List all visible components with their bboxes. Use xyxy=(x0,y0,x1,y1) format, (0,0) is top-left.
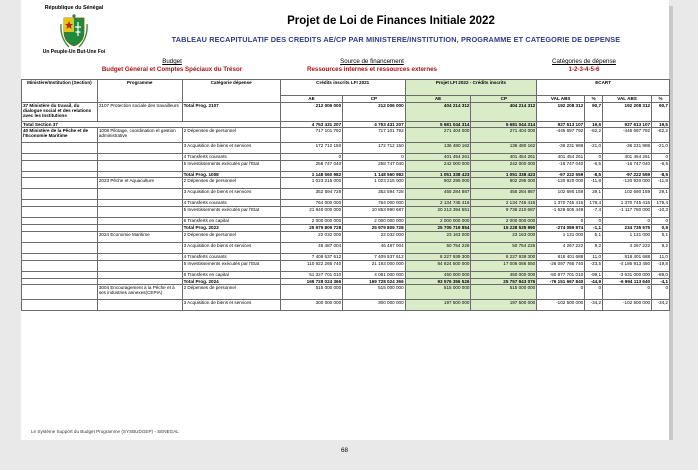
categorie-cell: 2 Dépenses de personnel xyxy=(182,231,280,242)
ae22-cell: 242 000 000 xyxy=(405,161,471,172)
abs1-cell: -76 151 667 840 xyxy=(537,278,585,284)
ae21-cell: 169 728 024 366 xyxy=(280,278,342,284)
programme-cell: 2107 Protection sociale des travailleurs xyxy=(97,103,182,122)
pct2-cell: 0 xyxy=(652,284,670,299)
table-row xyxy=(22,189,670,200)
pct1-cell: 0 xyxy=(585,218,603,225)
abs1-cell: -97 222 559 xyxy=(537,172,585,178)
abs2-cell: -1 117 780 000 xyxy=(603,207,652,218)
ministere-cell xyxy=(22,154,98,161)
ae21-cell: 25 979 809 728 xyxy=(280,225,342,231)
abs2-cell: 4 267 222 xyxy=(603,242,652,253)
categorie-cell: Total Prog. 2023 xyxy=(182,225,280,231)
cp22-cell: 8 227 939 300 xyxy=(471,253,537,260)
col-cp22-header: CP xyxy=(471,96,537,103)
ae22-cell: 2 134 745 416 xyxy=(405,200,471,207)
categorie-cell: 4 Transferts courants xyxy=(182,200,280,207)
ae22-cell: 93 576 356 526 xyxy=(405,278,471,284)
abs1-cell: -102 500 000 xyxy=(537,299,585,310)
table-row xyxy=(22,260,670,271)
cp22-cell: 450 000 000 xyxy=(471,271,537,278)
ae21-cell: 21 840 000 000 xyxy=(280,207,342,218)
abs2-cell: -97 222 559 xyxy=(603,172,652,178)
cp22-cell: 515 000 000 xyxy=(471,284,537,299)
pct1-cell: 5,1 xyxy=(585,231,603,242)
ministere-cell xyxy=(22,161,98,172)
categorie-cell: Total Prog. 2107 xyxy=(182,103,280,122)
col-abs2-header: VAL ABS xyxy=(603,96,652,103)
programme-cell xyxy=(97,207,182,218)
ae21-cell: 1 023 215 000 xyxy=(280,178,342,189)
cp21-cell: 1 023 215 000 xyxy=(343,178,405,189)
cp22-cell: 1 051 338 423 xyxy=(471,172,537,178)
ae21-cell: 352 594 728 xyxy=(280,189,342,200)
table-row xyxy=(22,103,670,122)
ae21-cell: 0 xyxy=(280,154,342,161)
cp22-cell: 9 736 210 687 xyxy=(471,207,537,218)
programme-cell: 2024 Economie Maritime xyxy=(97,231,182,242)
ministere-cell xyxy=(22,242,98,253)
pct1-cell: -7,4 xyxy=(585,207,603,218)
abs2-cell: -36 231 988 xyxy=(603,143,652,154)
abs2-cell: -102 500 000 xyxy=(603,299,652,310)
table-row xyxy=(22,143,670,154)
pct1-cell: -8,5 xyxy=(585,172,603,178)
pct2-cell: -34,2 xyxy=(652,299,670,310)
ae22-cell: 515 000 000 xyxy=(405,284,471,299)
ministere-cell xyxy=(22,253,98,260)
col-ae21-header: AE xyxy=(280,96,342,103)
cp22-cell: 17 006 086 550 xyxy=(471,260,537,271)
cp22-cell: 271 404 000 xyxy=(471,128,537,143)
programme-cell: 2023 Pêche et Aquaculture xyxy=(97,178,182,189)
ministere-cell xyxy=(22,143,98,154)
pct1-cell: 9,2 xyxy=(585,242,603,253)
abs2-cell: -120 920 000 xyxy=(603,178,652,189)
col-pct2-header: % xyxy=(652,96,670,103)
cp22-cell: 136 480 162 xyxy=(471,143,537,154)
cp22-cell: 404 214 312 xyxy=(471,103,537,122)
abs2-cell: 0 xyxy=(603,218,652,225)
cp21-cell: 515 000 000 xyxy=(343,284,405,299)
pct1-cell: -23,5 xyxy=(585,260,603,271)
pct2-cell: 11,0 xyxy=(652,253,670,260)
pct1-cell: -99,1 xyxy=(585,271,603,278)
col-categorie-header: Catégorie dépense xyxy=(182,80,280,103)
ae21-cell: 212 006 000 xyxy=(280,103,342,122)
cp21-cell: 1 148 560 982 xyxy=(343,172,405,178)
categories-label: Catégories de dépense xyxy=(552,58,616,65)
ministere-cell xyxy=(22,218,98,225)
table-row xyxy=(22,271,670,278)
ae21-cell: 1 148 560 982 xyxy=(280,172,342,178)
cp22-cell: 902 295 000 xyxy=(471,178,537,189)
pct2-cell: 90,7 xyxy=(652,103,670,122)
pct1-cell: -6,5 xyxy=(585,161,603,172)
cp22-cell: 50 754 226 xyxy=(471,242,537,253)
ae21-cell: 51 327 701 010 xyxy=(280,271,342,278)
page-number: 68 xyxy=(341,447,349,454)
ae22-cell: 1 051 338 423 xyxy=(405,172,471,178)
abs1-cell: 0 xyxy=(537,218,585,225)
col-cp21-header: CP xyxy=(343,96,405,103)
ministere-cell xyxy=(22,178,98,189)
cp22-cell: 23 163 000 xyxy=(471,231,537,242)
programme-cell xyxy=(97,154,182,161)
ae21-cell: 300 000 000 xyxy=(280,299,342,310)
cp22-cell: 401 454 261 xyxy=(471,154,537,161)
cp21-cell: 4 081 000 000 xyxy=(343,271,405,278)
ministere-cell xyxy=(22,207,98,218)
ae21-cell: 515 000 000 xyxy=(280,284,342,299)
abs2-cell: 401 454 261 xyxy=(603,154,652,161)
cp21-cell: 10 853 990 687 xyxy=(343,207,405,218)
ae22-cell: 25 705 719 854 xyxy=(405,225,471,231)
col-pct1-header: % xyxy=(585,96,603,103)
ae21-cell: 7 409 537 612 xyxy=(280,253,342,260)
pct2-cell: -62,2 xyxy=(652,128,670,143)
cp21-cell: 46 487 004 xyxy=(343,242,405,253)
abs1-cell: -26 097 766 740 xyxy=(537,260,585,271)
programme-cell: 1008 Pilotage, coordination et gestion administrative xyxy=(97,128,182,143)
pct1-cell: -34,2 xyxy=(585,299,603,310)
senegal-coat-of-arms-icon xyxy=(60,14,88,48)
abs2-cell: 234 735 575 xyxy=(603,225,652,231)
source-value: Ressources internes et ressources externes xyxy=(306,66,437,73)
categorie-cell: Total Prog. 1008 xyxy=(182,172,280,178)
cp21-cell: 258 747 040 xyxy=(343,161,405,172)
table-row xyxy=(22,218,670,225)
ae21-cell: 46 487 004 xyxy=(280,242,342,253)
table-row xyxy=(22,178,670,189)
abs1-cell: -120 920 000 xyxy=(537,178,585,189)
source-label: Source de financement xyxy=(340,58,404,65)
categorie-cell: 3 Acquisition de biens et services xyxy=(182,143,280,154)
table-row xyxy=(22,299,670,310)
pct1-cell: 29,1 xyxy=(585,189,603,200)
categorie-cell: 5 Investissements exécutés par l'Etat xyxy=(182,161,280,172)
ae21-cell: 717 101 792 xyxy=(280,128,342,143)
republic-logo xyxy=(31,5,117,57)
abs1-cell: 927 613 107 xyxy=(537,122,585,128)
pct1-cell: -11,8 xyxy=(585,178,603,189)
cp21-cell: 4 753 431 207 xyxy=(343,122,405,128)
cp22-cell: 2 000 000 000 xyxy=(471,218,537,225)
cp22-cell: 25 757 943 076 xyxy=(471,278,537,284)
categorie-cell: 6 Transferts en capital xyxy=(182,271,280,278)
abs2-cell: -445 697 792 xyxy=(603,128,652,143)
categorie-cell: 3 Acquisition de biens et services xyxy=(182,189,280,200)
document-title: Projet de Loi de Finances Initiale 2022 xyxy=(287,15,495,27)
col-ae22-header: AE xyxy=(405,96,471,103)
pct1-cell: 90,7 xyxy=(585,103,603,122)
programme-cell xyxy=(97,271,182,278)
categorie-cell: 3 Acquisition de biens et services xyxy=(182,299,280,310)
cp21-cell: 2 000 000 000 xyxy=(343,218,405,225)
pct2-cell: -8,5 xyxy=(652,172,670,178)
abs1-cell: -50 877 701 010 xyxy=(537,271,585,278)
table-row xyxy=(22,284,670,299)
table-row xyxy=(22,207,670,218)
cp21-cell: 352 594 728 xyxy=(343,189,405,200)
table-body xyxy=(22,103,670,311)
pct1-cell: 11,0 xyxy=(585,253,603,260)
col-ministere-header: Ministère/Institution (Section) xyxy=(22,80,98,103)
cp21-cell: 22 032 000 xyxy=(343,231,405,242)
cp22-cell: 455 284 887 xyxy=(471,189,537,200)
ae22-cell: 136 480 162 xyxy=(405,143,471,154)
cp21-cell: 212 006 000 xyxy=(343,103,405,122)
cp21-cell: 172 712 150 xyxy=(343,143,405,154)
programme-cell xyxy=(97,253,182,260)
abs2-cell: -4 186 913 450 xyxy=(603,260,652,271)
pct2-cell: 19,5 xyxy=(652,122,670,128)
categorie-cell: Total Prog. 2024 xyxy=(182,278,280,284)
section-total-label: Total Section 37 xyxy=(22,122,281,128)
table-row xyxy=(22,242,670,253)
categorie-cell: 4 Transferts courants xyxy=(182,154,280,161)
abs2-cell: 1 131 000 xyxy=(603,231,652,242)
programme-cell xyxy=(97,161,182,172)
abs1-cell: 192 208 312 xyxy=(537,103,585,122)
pct2-cell: 179,4 xyxy=(652,200,670,207)
pct2-cell: -6,5 xyxy=(652,161,670,172)
programme-cell: 3004 Encouragement à la Pêche et à ses industries annexes(CEPIA) xyxy=(97,284,182,299)
ae22-cell: 455 284 887 xyxy=(405,189,471,200)
abs1-cell: -16 747 040 xyxy=(537,161,585,172)
cp21-cell: 169 728 024 366 xyxy=(343,278,405,284)
col-plfi2022-header: Projet LFI 2022 - Crédits inscrits xyxy=(405,80,537,96)
pct2-cell: -11,8 xyxy=(652,178,670,189)
ministere-cell xyxy=(22,260,98,271)
ministere-cell: 40 Ministère de la Pêche et de l'Economie Maritime xyxy=(22,128,98,143)
ae22-cell: 197 500 000 xyxy=(405,299,471,310)
categorie-cell: 2 Dépenses de personnel xyxy=(182,178,280,189)
abs2-cell: 192 208 312 xyxy=(603,103,652,122)
ministere-cell xyxy=(22,200,98,207)
pct2-cell: -4,1 xyxy=(652,278,670,284)
document-subtitle: TABLEAU RECAPITULATIF DES CREDITS AE/CP PAR MINISTERE/INSTITUTION, PROGRAMME ET CATEGORIE DE DEPENSE xyxy=(171,35,621,44)
abs1-cell: 0 xyxy=(537,284,585,299)
cp21-cell: 7 409 537 612 xyxy=(343,253,405,260)
ministere-cell xyxy=(22,189,98,200)
pct1-cell: 179,4 xyxy=(585,200,603,207)
pct2-cell: 0,9 xyxy=(652,225,670,231)
table-row xyxy=(22,154,670,161)
pct2-cell: -21,0 xyxy=(652,143,670,154)
programme-cell xyxy=(97,200,182,207)
pct2-cell: 5,1 xyxy=(652,231,670,242)
ministere-cell xyxy=(22,231,98,242)
programme-cell xyxy=(97,218,182,225)
table-row xyxy=(22,253,670,260)
ae22-cell: 902 295 000 xyxy=(405,178,471,189)
categorie-cell: 5 Investissements exécutés par l'Etat xyxy=(182,207,280,218)
ae21-cell: 764 000 000 xyxy=(280,200,342,207)
table-row xyxy=(22,161,670,172)
pct1-cell: 0 xyxy=(585,154,603,161)
abs1-cell: -445 697 792 xyxy=(537,128,585,143)
ae22-cell: 8 227 939 300 xyxy=(405,253,471,260)
categorie-cell: 3 Acquisition de biens et services xyxy=(182,242,280,253)
cp22-cell: 15 228 535 990 xyxy=(471,225,537,231)
programme-cell xyxy=(97,143,182,154)
abs2-cell: 927 613 107 xyxy=(603,122,652,128)
abs2-cell: 0 xyxy=(603,284,652,299)
abs2-cell: 102 690 159 xyxy=(603,189,652,200)
ae22-cell: 2 000 000 000 xyxy=(405,218,471,225)
ae22-cell: 404 214 312 xyxy=(405,103,471,122)
col-ecart-header: ECART xyxy=(537,80,670,96)
ae21-cell: 2 000 000 000 xyxy=(280,218,342,225)
pct1-cell: 0 xyxy=(585,284,603,299)
ae22-cell: 271 404 000 xyxy=(405,128,471,143)
ministere-cell xyxy=(22,271,98,278)
ministere-cell xyxy=(22,284,98,299)
abs1-cell: 4 267 222 xyxy=(537,242,585,253)
abs1-cell: -274 089 874 xyxy=(537,225,585,231)
cp22-cell: 2 134 745 416 xyxy=(471,200,537,207)
categories-value: 1-2-3-4-5-6 xyxy=(568,66,600,73)
footer-note: Le Système Support du Budget Programme (SYSBUDGEP) - SENEGAL xyxy=(31,429,179,434)
abs2-cell: -3 631 000 000 xyxy=(603,271,652,278)
country-name: République du Sénégal xyxy=(44,5,104,11)
pct2-cell: -89,0 xyxy=(652,271,670,278)
abs1-cell: 818 401 688 xyxy=(537,253,585,260)
programme-cell xyxy=(97,189,182,200)
col-lfi2021-header: Crédits inscrits LFI 2021 xyxy=(280,80,405,96)
pct1-cell: -21,0 xyxy=(585,143,603,154)
table-row xyxy=(22,231,670,242)
cp21-cell: 25 979 809 728 xyxy=(343,225,405,231)
ae22-cell: 450 000 000 xyxy=(405,271,471,278)
categorie-cell: 2 Dépenses de personnel xyxy=(182,128,280,143)
cp21-cell: 300 000 000 xyxy=(343,299,405,310)
ministere-cell: 37 Ministère du travail, du dialogue social et des relations avec les Institutions xyxy=(22,103,98,122)
cp21-cell: 21 193 000 000 xyxy=(343,260,405,271)
national-motto: Un Peuple-Un But-Une Foi xyxy=(42,49,106,55)
cp21-cell: 0 xyxy=(343,154,405,161)
programme-cell xyxy=(97,242,182,253)
pct2-cell: 0 xyxy=(652,154,670,161)
programme-cell xyxy=(97,299,182,310)
pct1-cell: -62,2 xyxy=(585,128,603,143)
categorie-cell: 6 Transferts en capital xyxy=(182,218,280,225)
ae22-cell: 84 824 500 000 xyxy=(405,260,471,271)
abs2-cell: -16 747 040 xyxy=(603,161,652,172)
ae21-cell: 110 922 266 740 xyxy=(280,260,342,271)
categorie-cell: 5 Investissements exécutés par l'Etat xyxy=(182,260,280,271)
budget-label: Budget xyxy=(162,58,182,65)
abs1-cell: 401 454 261 xyxy=(537,154,585,161)
credits-table xyxy=(21,79,670,311)
abs1-cell: 102 690 159 xyxy=(537,189,585,200)
abs1-cell: 1 131 000 xyxy=(537,231,585,242)
ae22-cell: 23 163 000 xyxy=(405,231,471,242)
cp22-cell: 5 681 044 314 xyxy=(471,122,537,128)
ae21-cell: 4 753 431 207 xyxy=(280,122,342,128)
col-programme-header: Programme xyxy=(97,80,182,103)
pct2-cell: 9,2 xyxy=(652,242,670,253)
col-abs1-header: VAL ABS xyxy=(537,96,585,103)
ae21-cell: 172 712 150 xyxy=(280,143,342,154)
categorie-cell: 4 Transferts courants xyxy=(182,253,280,260)
ae22-cell: 50 754 226 xyxy=(405,242,471,253)
table-row xyxy=(22,128,670,143)
budget-value: Budget Général et Comptes Spéciaux du Trésor xyxy=(101,66,243,73)
abs2-cell: -6 994 113 640 xyxy=(603,278,652,284)
ae22-cell: 5 681 044 314 xyxy=(405,122,471,128)
pct1-cell: -44,9 xyxy=(585,278,603,284)
cp22-cell: 197 500 000 xyxy=(471,299,537,310)
abs1-cell: 1 370 745 416 xyxy=(537,200,585,207)
abs2-cell: 1 370 745 416 xyxy=(603,200,652,207)
ministere-cell xyxy=(22,299,98,310)
ae21-cell: 258 747 040 xyxy=(280,161,342,172)
pct2-cell: -19,8 xyxy=(652,260,670,271)
cp22-cell: 242 000 000 xyxy=(471,161,537,172)
categorie-cell: 2 Dépenses de personnel xyxy=(182,284,280,299)
ae22-cell: 20 213 394 551 xyxy=(405,207,471,218)
pct2-cell: 0 xyxy=(652,218,670,225)
abs1-cell: -36 231 988 xyxy=(537,143,585,154)
cp21-cell: 717 101 792 xyxy=(343,128,405,143)
ae22-cell: 401 454 261 xyxy=(405,154,471,161)
pct1-cell: 19,5 xyxy=(585,122,603,128)
pct2-cell: 29,1 xyxy=(652,189,670,200)
abs1-cell: -1 626 605 449 xyxy=(537,207,585,218)
programme-cell xyxy=(97,260,182,271)
pct2-cell: -10,3 xyxy=(652,207,670,218)
ae21-cell: 22 032 000 xyxy=(280,231,342,242)
cp21-cell: 764 000 000 xyxy=(343,200,405,207)
abs2-cell: 818 401 688 xyxy=(603,253,652,260)
table-row xyxy=(22,200,670,207)
pct1-cell: -1,1 xyxy=(585,225,603,231)
